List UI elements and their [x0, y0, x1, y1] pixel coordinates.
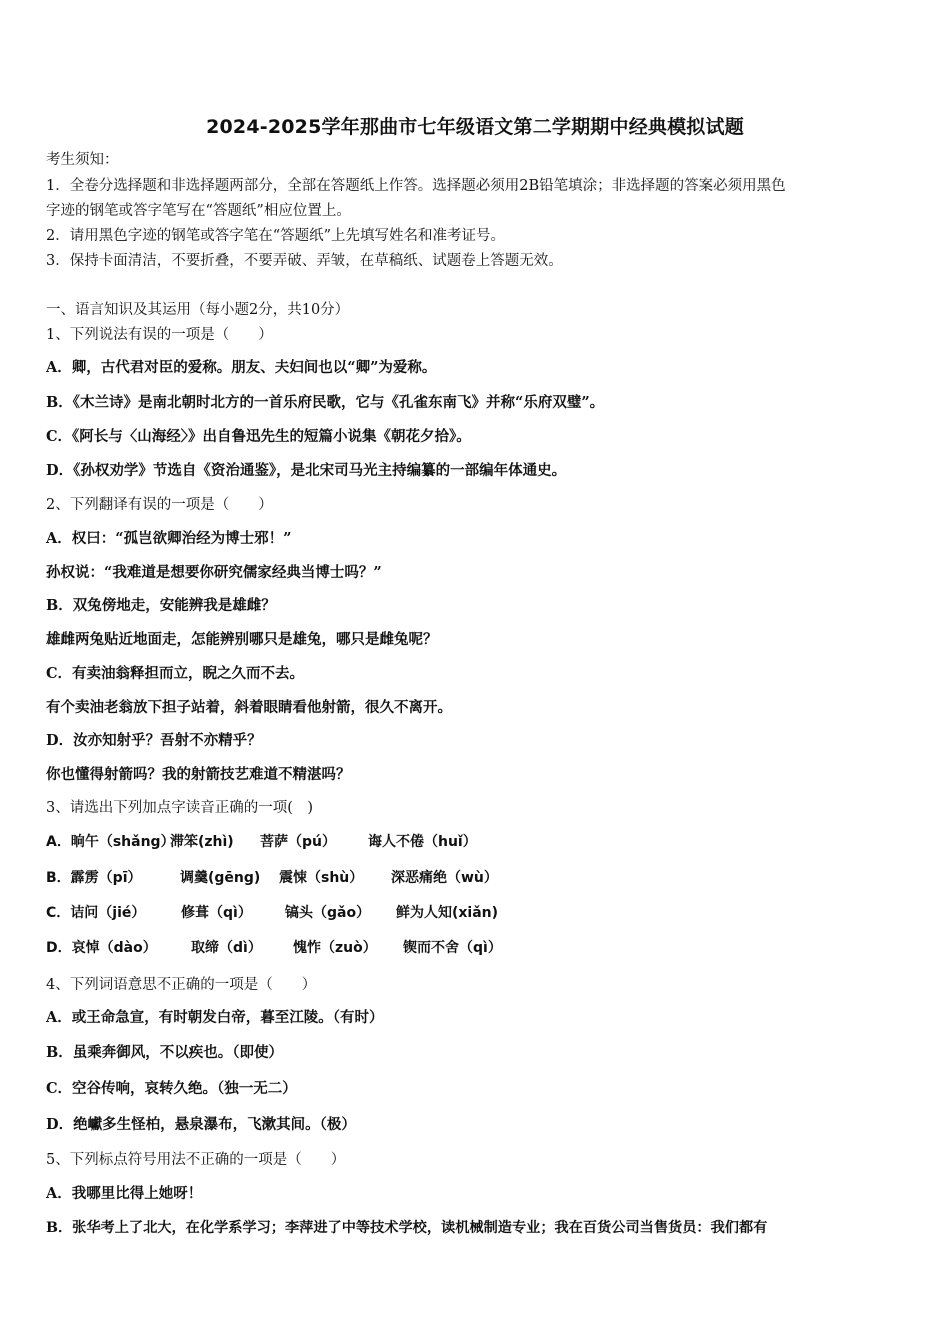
notice-line: 2．请用黑色字迹的钢笔或答字笔在“答题纸”上先填写姓名和准考证号。 [46, 228, 506, 244]
notice-line: 字迹的钢笔或答字笔写在“答题纸”相应位置上。 [46, 203, 351, 219]
option-a: A．卿，古代君对臣的爱称。朋友、夫妇间也以“卿”为爱称。 [46, 359, 437, 376]
notice-line: 1．全卷分选择题和非选择题两部分，全部在答题纸上作答。选择题必须用2B铅笔填涂；非选择题的答案必须用黑色 [46, 178, 786, 194]
option-c-translation: 有个卖油老翁放下担子站着，斜着眼睛看他射箭，很久不离开。 [46, 699, 452, 716]
pinyin-item: C．诘问（jié） [46, 905, 146, 921]
notice-line: 3．保持卡面清洁，不要折叠，不要弄破、弄皱，在草稿纸、试题卷上答题无效。 [46, 253, 563, 269]
page-title: 2024-2025学年那曲市七年级语文第二学期期中经典模拟试题 [206, 116, 744, 138]
pinyin-item: B．霹雳（pī） [46, 870, 142, 886]
pinyin-item: 诲人不倦（huǐ） [368, 834, 477, 850]
option-a: A．我哪里比得上她呀！ [46, 1185, 203, 1202]
pinyin-item: A．晌午（shǎng） [46, 834, 175, 850]
option-a [46, 832, 477, 852]
option-d: D．绝巘多生怪柏，悬泉瀑布，飞漱其间。（极） [46, 1116, 356, 1133]
notice-heading: 考生须知： [46, 152, 119, 168]
pinyin-item: 取缔（dì） [191, 940, 262, 956]
option-c: C．空谷传响，哀转久绝。（独一无二） [46, 1080, 297, 1097]
pinyin-item: 滞笨(zhì) [170, 834, 234, 850]
pinyin-item: 愧怍（zuò） [293, 940, 377, 956]
question-stem: 4、下列词语意思不正确的一项是（ ） [46, 977, 317, 993]
option-b [46, 868, 498, 888]
pinyin-item: 锲而不舍（qì） [403, 940, 502, 956]
question-stem: 1、下列说法有误的一项是（ ） [46, 327, 273, 343]
option-b: B．《木兰诗》是南北朝时北方的一首乐府民歌，它与《孔雀东南飞》并称“乐府双璧”。 [46, 394, 605, 411]
question-stem: 3、请选出下列加点字读音正确的一项( ) [46, 800, 314, 816]
option-a-translation: 孙权说：“我难道是想要你研究儒家经典当博士吗？” [46, 564, 382, 581]
option-d [46, 938, 502, 958]
section-heading: 一、语言知识及其运用（每小题2分，共10分） [46, 302, 350, 318]
pinyin-item: 菩萨（pú） [260, 834, 336, 850]
option-c: C．《阿长与〈山海经〉》出自鲁迅先生的短篇小说集《朝花夕拾》。 [46, 428, 471, 445]
pinyin-item: 震悚（shù） [279, 870, 364, 886]
option-b: B．虽乘奔御风，不以疾也。（即使） [46, 1044, 284, 1061]
option-a: A．或王命急宣，有时朝发白帝，暮至江陵。（有时） [46, 1009, 384, 1026]
pinyin-item: 镐头（gǎo） [285, 905, 371, 921]
option-b: B．张华考上了北大，在化学系学习；李萍进了中等技术学校，读机械制造专业；我在百货公司当售货员：我们都有 [46, 1220, 768, 1236]
pinyin-item: D．哀悼（dào） [46, 940, 157, 956]
option-b-translation: 雄雌两兔贴近地面走，怎能辨别哪只是雄兔，哪只是雌兔呢？ [46, 631, 438, 648]
question-stem: 5、下列标点符号用法不正确的一项是（ ） [46, 1152, 346, 1168]
pinyin-item: 鲜为人知(xiǎn) [396, 905, 499, 921]
option-c: C．有卖油翁释担而立，睨之久而不去。 [46, 665, 305, 682]
option-d-translation: 你也懂得射箭吗？我的射箭技艺难道不精湛吗？ [46, 766, 351, 783]
option-d: D．《孙权劝学》节选自《资治通鉴》，是北宋司马光主持编纂的一部编年体通史。 [46, 462, 567, 479]
option-d: D．汝亦知射乎？吾射不亦精乎？ [46, 732, 262, 749]
option-a: A．权曰：“孤岂欲卿治经为博士邪！” [46, 530, 292, 547]
pinyin-item: 调羹(gēng) [180, 870, 261, 886]
pinyin-item: 修葺（qì） [181, 905, 252, 921]
option-b: B．双兔傍地走，安能辨我是雄雌？ [46, 597, 276, 614]
question-stem: 2、下列翻译有误的一项是（ ） [46, 497, 273, 513]
option-c [46, 903, 498, 923]
pinyin-item: 深恶痛绝（wù） [391, 870, 498, 886]
